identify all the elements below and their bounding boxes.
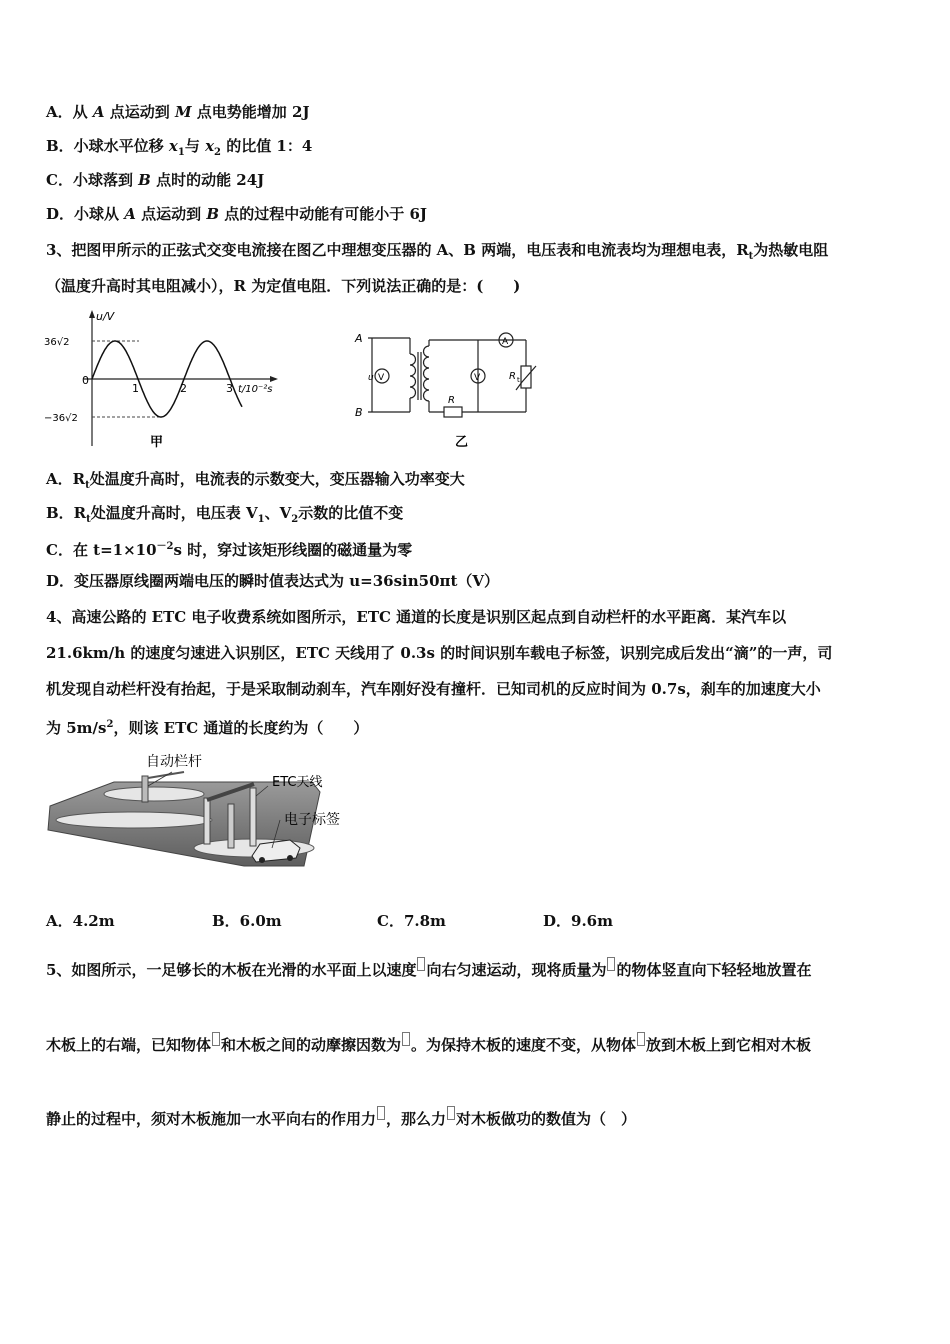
missing-symbol-v <box>417 957 425 971</box>
missing-symbol-object2 <box>637 1032 645 1046</box>
q2-option-c: C．小球落到 B 点时的动能 24J <box>46 171 265 189</box>
q4-stem-line1: 4、高速公路的 ETC 电子收费系统如图所示，ETC 通道的长度是识别区起点到自动栏杆的水平距离．某汽车以 <box>46 608 787 626</box>
caption-jia: 甲 <box>150 435 164 450</box>
gantry-left <box>204 798 210 844</box>
missing-symbol-mu <box>402 1032 410 1046</box>
q5-stem-line2: 木板上的右端，已知物体 和木板之间的动摩擦因数为 。为保持木板的速度不变，从物体 放到木板上到它相对木板 <box>46 1032 811 1055</box>
missing-symbol-m <box>607 957 615 971</box>
x-axis-arrow <box>270 376 278 382</box>
q3-transformer-circuit <box>350 326 550 451</box>
q5-stem-line3: 静止的过程中，须对木板施加一水平向右的作用力 ，那么力 对木板做功的数值为（ ） <box>46 1106 636 1129</box>
q4-option-b: B．6.0m <box>212 912 282 930</box>
barrier-post <box>142 776 148 802</box>
gantry-right <box>250 788 256 846</box>
tick-3: 3 <box>226 382 233 395</box>
q5-stem-line1: 5、如图所示，一足够长的木板在光滑的水平面上以速度 向右匀速运动，现将质量为 的物体竖直向下轻轻地放置在 <box>46 957 811 980</box>
barrier-arm <box>148 772 184 778</box>
rt-label: R <box>509 371 516 382</box>
v2-label: V <box>474 373 481 383</box>
q4-option-a: A．4.2m <box>46 912 115 930</box>
label-barrier: 自动栏杆 <box>146 754 202 770</box>
terminal-a: A <box>355 332 363 345</box>
q4-stem-line2: 21.6km/h 的速度匀速进入识别区，ETC 天线用了 0.3s 的时间识别车载电子标签，识别完成后发出“滴”的一声，司 <box>46 644 833 662</box>
island-middle <box>56 812 212 828</box>
q4-etc-figure <box>44 748 354 878</box>
q4-stem-line3: 机发现自动栏杆没有抬起，于是采取制动刹车，汽车刚好没有撞杆．已知司机的反应时间为 0.7s，刹车的加速度大小 <box>46 680 821 698</box>
missing-symbol-f <box>377 1106 385 1120</box>
q3-option-c: C．在 $t=1\times 10^{-2}s$ 时，穿过该矩形线圈的磁通量为零 <box>46 541 413 559</box>
rt-subscript: t <box>517 376 520 384</box>
terminal-b: B <box>355 406 363 419</box>
caption-yi: 乙 <box>455 435 469 450</box>
x-axis-label: t/10⁻²s <box>238 384 273 395</box>
tick-1: 1 <box>132 382 139 395</box>
antenna-post <box>228 804 234 848</box>
y-max-label: 36√2 <box>44 337 70 348</box>
q2-option-b: B．小球水平位移 $x_1$与 $x_2$ 的比值 1：4 <box>46 137 313 158</box>
primary-coil <box>410 354 416 398</box>
y-axis-label: u/V <box>96 310 115 323</box>
q2-option-a: A．从 A 点运动到 M 点电势能增加 2J <box>46 103 310 121</box>
y-min-label: −36√2 <box>44 413 78 424</box>
q4-stem-line4: 为 $5m/s^2$，则该 ETC 通道的长度约为（ ） <box>46 719 369 737</box>
q3-sine-graph <box>44 306 284 456</box>
island-back <box>104 787 204 801</box>
q3-stem-line1: 3、把图甲所示的正弦式交变电流接在图乙中理想变压器的 A、B 两端，电压表和电流表均为理想电表，$R_t$为热敏电阻 <box>46 241 829 262</box>
q3-option-a: A．$R_t$处温度升高时，电流表的示数变大，变压器输入功率变大 <box>46 470 465 491</box>
v1-label: V <box>378 373 385 383</box>
voltage-u: u <box>368 373 374 383</box>
q3-option-b: B．$R_t$处温度升高时，电压表 $V_1$、$V_2$示数的比值不变 <box>46 504 404 525</box>
label-antenna: ETC天线 <box>272 775 323 790</box>
q4-option-c: C．7.8m <box>377 912 446 930</box>
tick-2: 2 <box>180 382 187 395</box>
y-axis-arrow <box>89 310 95 318</box>
origin-label: 0 <box>82 374 89 387</box>
q4-option-d: D．9.6m <box>543 912 613 930</box>
q3-option-d: D．变压器原线圈两端电压的瞬时值表达式为 u=36sin50πt（V） <box>46 572 500 590</box>
q3-stem-line2: （温度升高时其电阻减小），R 为定值电阻．下列说法正确的是：( ) <box>46 277 521 295</box>
missing-symbol-f2 <box>447 1106 455 1120</box>
missing-symbol-object <box>212 1032 220 1046</box>
ammeter-label: A <box>502 337 509 347</box>
car-wheel-rear <box>287 855 293 861</box>
q2-option-d: D．小球从 A 点运动到 B 点的过程中动能有可能小于 6J <box>46 205 427 223</box>
secondary-coil <box>424 346 430 401</box>
label-tag: 电子标签 <box>284 812 340 828</box>
r-label: R <box>448 395 455 406</box>
car-wheel-front <box>259 857 265 863</box>
resistor-r <box>444 407 462 417</box>
